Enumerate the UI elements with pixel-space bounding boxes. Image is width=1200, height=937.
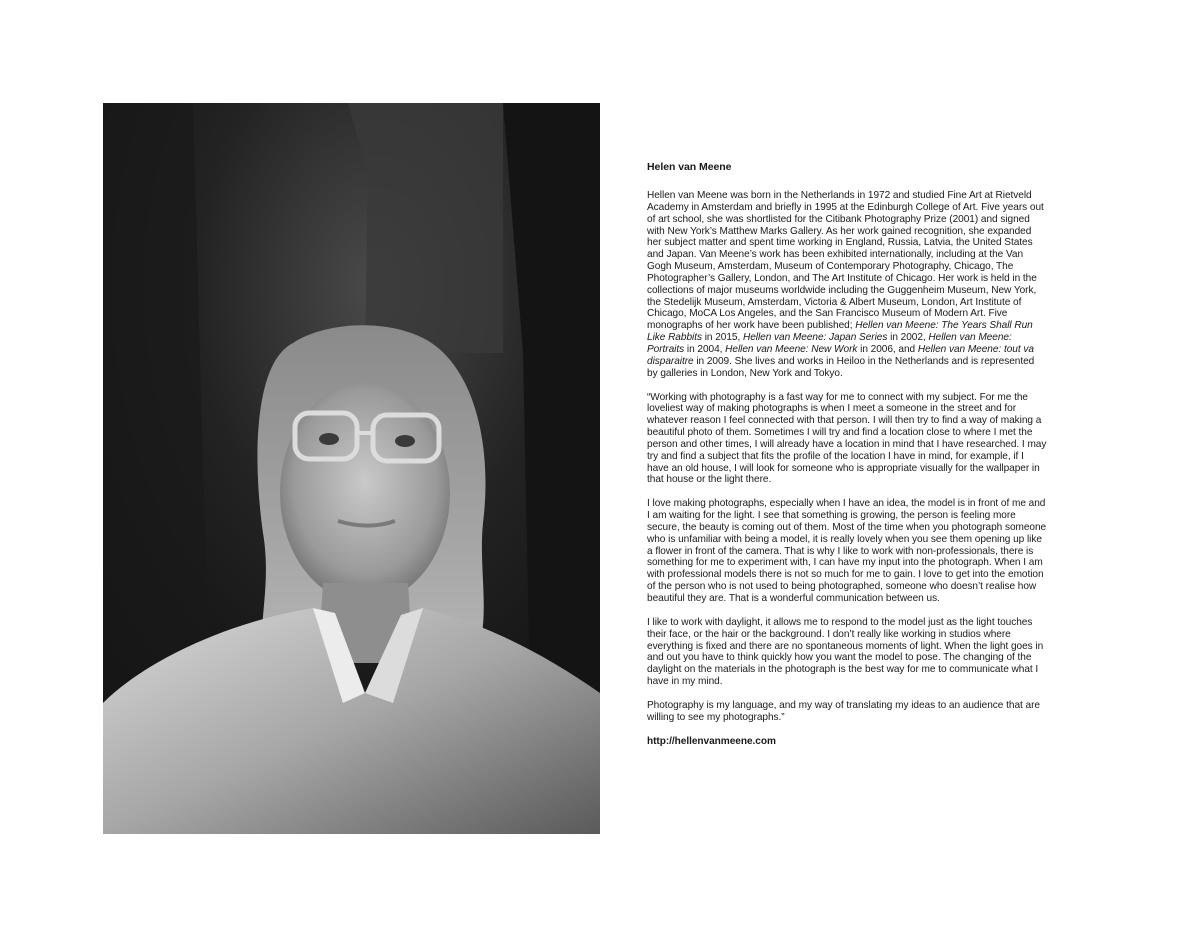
book-title: Hellen van Meene: New Work: [725, 343, 858, 355]
book-title: Hellen van Meene: Japan Series: [742, 332, 888, 344]
website-link[interactable]: http://hellenvanmeene.com: [647, 735, 776, 747]
artist-name: Helen van Meene: [647, 161, 732, 173]
bio-text: Hellen van Meene was born in the Netherlands in 1972 and studied Fine Art at Rietveld Academy in Amsterdam and briefly in 1995 at the Edinburgh College of Art. Five years out of art school, she was shortlisted for the Citibank Photography Prize (2001) and signed with New York’s Matthew Marks Gallery. As her work gained recognition, she expanded her subject matter and spent time working in England, Russia, Latvia, the United States and Japan. Van Meene’s work has been exhibited internationally, including at the Van Gogh Museum, Amsterdam, Museum of Contemporary Photography, Chicago, The Photographer’s Gallery, London, and The Art Institute of Chicago. Her work is held in the collections of major museums worldwide including the Guggenheim Museum, New York, the Stedelijk Museum, Amsterdam, Victoria & Albert Museum, London, Art Institute of Chicago, MoCA Los Angeles, and the San Francisco Museum of Modern Art. Five monographs of her work have been published;: [647, 190, 1044, 332]
bio-paragraph: [647, 190, 1047, 380]
bio-text: in 2015,: [701, 332, 743, 344]
quote-paragraph: I love making photographs, especially when I have an idea, the model is in front of me and I am waiting for the light. I see that something is growing, the person is feeling more secure, the beauty is coming out of them. Most of the time when you photograph someone who is unfamiliar with being a model, it is really lovely when you see them opening up like a flower in front of the camera. That is why I like to work with non-professionals, there is something for me to experiment with, I can have my input into the photograph. When I am with professional models there is not so much for me to gain. I love to get into the emotion of the person who is not used to being photographed, someone who doesn’t realise how beautiful they are. That is a wonderful communication between us.: [647, 498, 1047, 604]
bio-text: in 2009. She lives and works in Heiloo in the Netherlands and is represented by galleries in London, New York and Tokyo.: [647, 355, 1035, 379]
bio-text: in 2002,: [887, 332, 929, 344]
portrait-photo-illustration: [103, 103, 600, 834]
book-title: Hellen van Meene: The Years Shall Run Like Rabbits: [647, 320, 1033, 344]
book-title: Hellen van Meene: Portraits: [647, 332, 1012, 355]
book-title: Hellen van Meene: tout va disparaitre: [647, 343, 1034, 367]
quote-paragraph: “Working with photography is a fast way for me to connect with my subject. For me the loveliest way of making photographs is when I meet a someone in the street and for whatever reason I feel connected with that person. I will then try to find a way of making a beautiful photo of them. Sometimes I will try and find a location close to where I met the person and other times, I will already have a location in mind that I have researched. I may try and find a subject that fits the profile of the location I have in mind, for example, if I have an old house, I will look for someone who is appropriate visually for the wallpaper in that house or the light there.: [647, 391, 1047, 486]
bio-text: in 2006, and: [857, 343, 918, 355]
quote-paragraph: I like to work with daylight, it allows me to respond to the model just as the light touches their face, or the hair or the background. I don’t really like working in studios where everything is fixed and there are no spontaneous moments of light. When the light goes in and out you have to think quickly how you want the model to pose. The changing of the daylight on the materials in the photograph is the best way for me to communicate what I have in my mind.: [647, 616, 1044, 688]
quote-paragraph: Photography is my language, and my way of translating my ideas to an audience that are willing to see my photographs.”: [647, 699, 1040, 723]
portrait-photo: [103, 103, 600, 834]
bio-text: in 2004,: [684, 343, 726, 355]
article-text: [647, 161, 1047, 747]
